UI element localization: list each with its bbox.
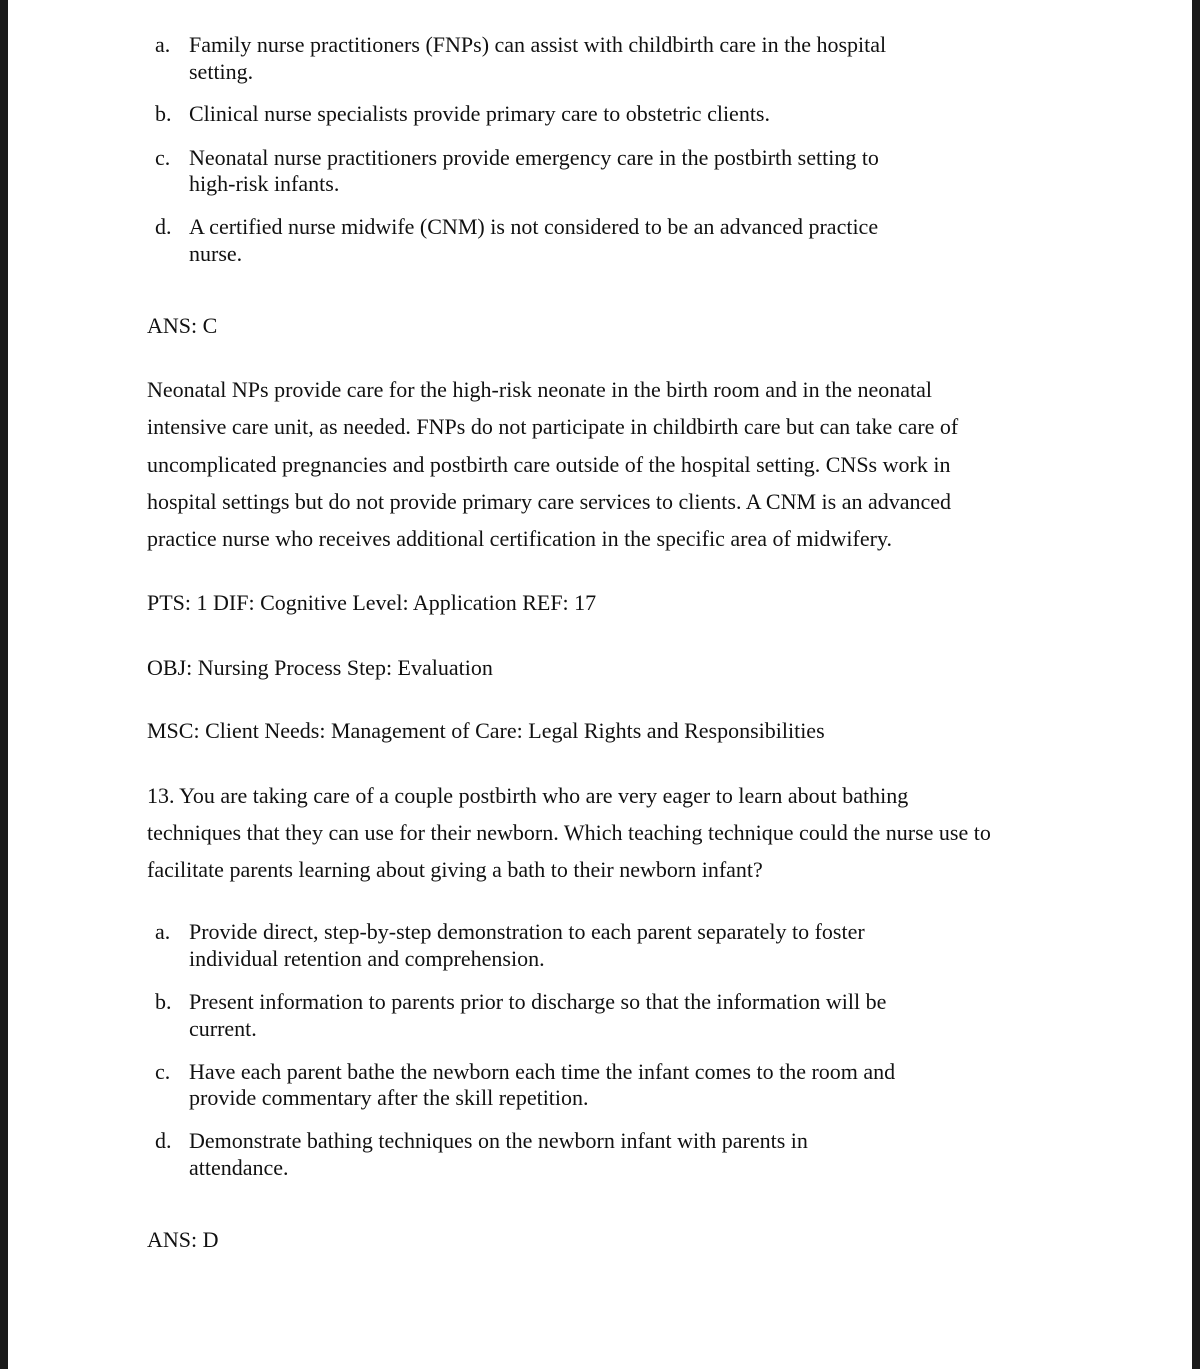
right-border — [1192, 0, 1200, 1369]
rationale-line: intensive care unit, as needed. FNPs do not participate in childbirth care but can take care of — [147, 414, 959, 439]
option-text-line: Provide direct, step-by-step demonstration to each parent separately to foster — [189, 919, 865, 944]
option-letter: a. — [155, 32, 171, 57]
rationale-line: hospital settings but do not provide primary care services to clients. A CNM is an advanced — [147, 489, 952, 514]
option-letter: c. — [155, 145, 171, 170]
option-text-line: Clinical nurse specialists provide primary care to obstetric clients. — [189, 101, 770, 126]
option-text-line: individual retention and comprehension. — [189, 946, 545, 971]
option-text-line: nurse. — [189, 241, 243, 266]
option-letter: a. — [155, 919, 171, 944]
question-stem-line: techniques that they can use for their newborn. Which teaching technique could the nurse use to — [147, 820, 991, 845]
option-text-line: provide commentary after the skill repetition. — [189, 1085, 589, 1110]
option-letter: d. — [155, 1128, 172, 1153]
option-text-line: Present information to parents prior to discharge so that the information will be — [189, 989, 887, 1014]
option-text-line: Family nurse practitioners (FNPs) can assist with childbirth care in the hospital — [189, 32, 887, 57]
rationale-line: Neonatal NPs provide care for the high-risk neonate in the birth room and in the neonatal — [147, 377, 933, 402]
document-page — [8, 0, 1192, 1369]
question-stem-line: 13. You are taking care of a couple postbirth who are very eager to learn about bathing — [147, 783, 909, 808]
option-letter: b. — [155, 989, 172, 1014]
option-text-line: Demonstrate bathing techniques on the newborn infant with parents in — [189, 1128, 808, 1153]
option-text-line: attendance. — [189, 1155, 289, 1180]
q12-pts-line: PTS: 1 DIF: Cognitive Level: Application REF: 17 — [147, 590, 597, 615]
option-text-line: A certified nurse midwife (CNM) is not considered to be an advanced practice — [189, 214, 879, 239]
q12-msc-line: MSC: Client Needs: Management of Care: Legal Rights and Responsibilities — [147, 718, 825, 743]
q13-answer: ANS: D — [147, 1227, 219, 1252]
option-text-line: Neonatal nurse practitioners provide emergency care in the postbirth setting to — [189, 145, 879, 170]
q12-obj-line: OBJ: Nursing Process Step: Evaluation — [147, 655, 493, 680]
option-text-line: Have each parent bathe the newborn each time the infant comes to the room and — [189, 1059, 896, 1084]
rationale-line: practice nurse who receives additional certification in the specific area of midwifery. — [147, 526, 893, 551]
option-letter: c. — [155, 1059, 171, 1084]
q12-answer: ANS: C — [147, 313, 218, 338]
option-letter: b. — [155, 101, 172, 126]
option-text-line: current. — [189, 1016, 257, 1041]
rationale-line: uncomplicated pregnancies and postbirth care outside of the hospital setting. CNSs work in — [147, 452, 951, 477]
option-letter: d. — [155, 214, 172, 239]
option-text-line: high-risk infants. — [189, 171, 340, 196]
question-stem-line: facilitate parents learning about giving a bath to their newborn infant? — [147, 857, 763, 882]
left-border — [0, 0, 8, 1369]
option-text-line: setting. — [189, 59, 254, 84]
